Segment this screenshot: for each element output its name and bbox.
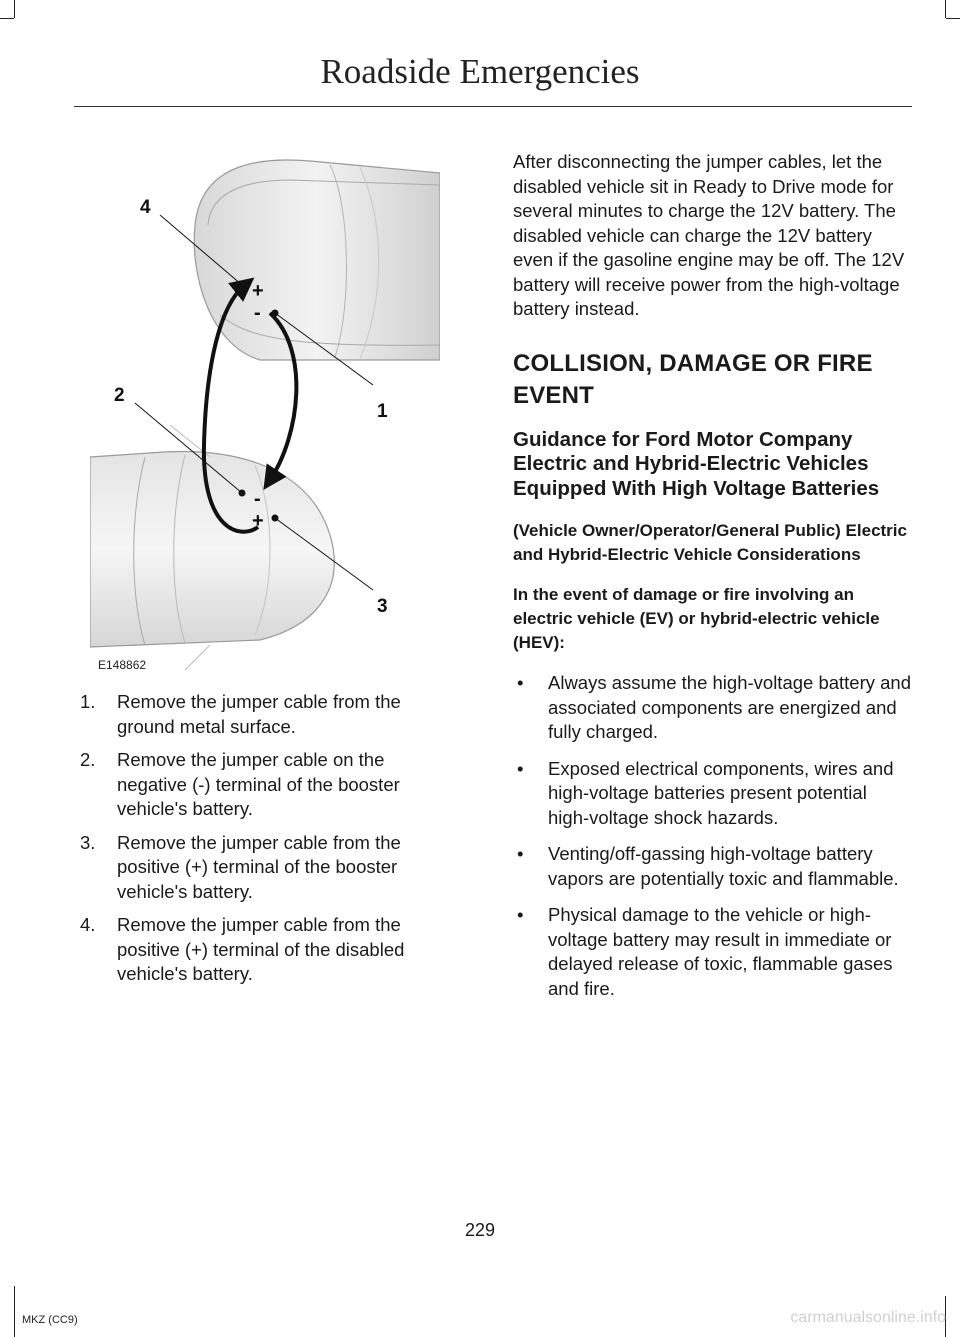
bullet-text: Physical damage to the vehicle or high-voltage battery may result in immediate or delayed release of toxic, flammable gases and fire. — [548, 904, 893, 999]
bullet-text: Venting/off-gassing high-voltage battery vapors are potentially toxic and flammable. — [548, 843, 899, 889]
callout-2: 2 — [114, 385, 125, 406]
crop-mark — [14, 1286, 15, 1337]
callout-4: 4 — [140, 197, 151, 218]
plus-sign: + — [252, 510, 264, 532]
crop-mark — [0, 18, 14, 19]
lead-text: In the event of damage or fire involving an electric vehicle (EV) or hybrid-electric vehicle (HEV): — [513, 585, 880, 652]
step-number: 3. — [80, 831, 96, 853]
minus-sign: - — [254, 488, 261, 510]
minus-sign: - — [254, 302, 261, 324]
step-text: Remove the jumper cable from the ground metal surface. — [117, 691, 401, 737]
bullet-marker: • — [517, 757, 524, 779]
list-item — [80, 690, 452, 739]
step-text: Remove the jumper cable on the negative (-) terminal of the booster vehicle's battery. — [117, 749, 400, 819]
removal-steps — [80, 690, 452, 996]
header-rule — [74, 106, 912, 107]
intro-paragraph: After disconnecting the jumper cables, let the disabled vehicle sit in Ready to Drive mode for several minutes to charge the 12V battery. The disabled vehicle can charge the 12V battery even if the gasoline engine may be off. The 12V battery will receive power from the high-voltage battery instead. — [513, 151, 905, 319]
plus-sign: + — [252, 280, 264, 302]
figure-code: E148862 — [98, 658, 147, 672]
footer-model: MKZ (CC9) — [22, 1314, 78, 1326]
list-item — [80, 748, 452, 822]
list-item — [80, 913, 452, 987]
step-number: 1. — [80, 691, 96, 712]
section-subheading: Guidance for Ford Motor Company Electric and Hybrid-Electric Vehicles Equipped With High Voltage Batteries — [513, 427, 880, 500]
jumper-cable-diagram — [90, 135, 440, 680]
section-heading: COLLISION, DAMAGE OR FIRE EVENT — [513, 349, 873, 409]
list-item — [513, 842, 913, 891]
callout-1: 1 — [377, 401, 388, 422]
hazard-bullets — [513, 671, 913, 1001]
bullet-text: Always assume the high-voltage battery and associated components are energized and fully charged. — [548, 672, 912, 742]
bullet-marker: • — [517, 904, 524, 925]
right-column — [513, 150, 913, 1013]
crop-mark — [945, 0, 946, 18]
step-number: 4. — [80, 914, 96, 935]
bullet-text: Exposed electrical components, wires and high-voltage batteries present potential high-voltage shock hazards. — [548, 757, 894, 828]
page-title: Roadside Emergencies — [320, 52, 640, 91]
crop-mark — [14, 0, 15, 18]
list-item — [80, 831, 452, 905]
disabled-vehicle — [194, 160, 440, 360]
step-number: 2. — [80, 749, 96, 770]
considerations-heading: (Vehicle Owner/Operator/General Public) Electric and Hybrid-Electric Vehicle Considerations — [513, 521, 907, 564]
list-item — [513, 903, 913, 1001]
watermark: carmanualsonline.info — [790, 1309, 946, 1326]
list-item — [513, 671, 913, 745]
callout-3: 3 — [377, 596, 388, 617]
step-text: Remove the jumper cable from the positive (+) terminal of the booster vehicle's battery. — [117, 831, 401, 902]
page-number: 229 — [464, 1220, 496, 1240]
bullet-marker: • — [517, 843, 524, 864]
step-text: Remove the jumper cable from the positive (+) terminal of the disabled vehicle's battery. — [117, 914, 405, 984]
crop-mark — [946, 18, 960, 19]
list-item — [513, 757, 913, 831]
bullet-marker: • — [517, 672, 524, 693]
booster-vehicle — [90, 425, 334, 670]
